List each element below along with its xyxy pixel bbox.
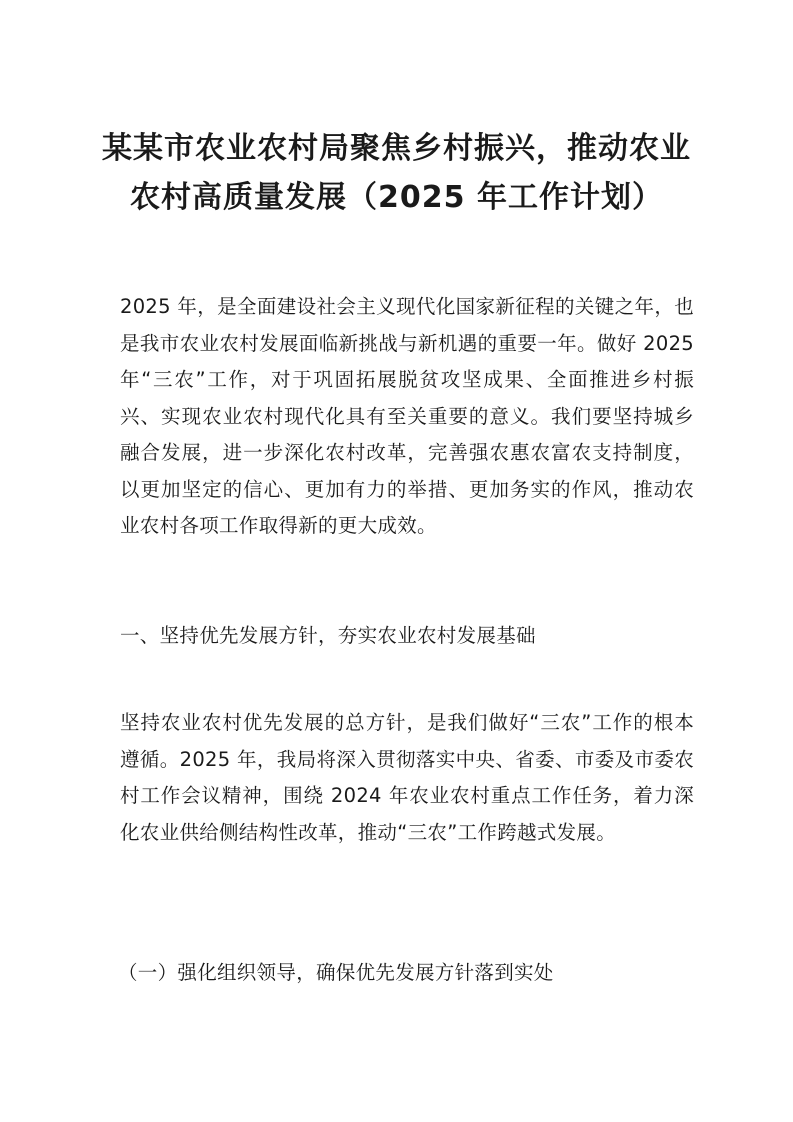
title-line-2: 农村高质量发展（2025 年工作计划） xyxy=(130,180,663,215)
section-paragraph-1: 坚持农业农村优先发展的总方针，是我们做好“三农”工作的根本遵循。2025 年，我局将深入贯彻落实中央、省委、市委及市委农村工作会议精神，围绕 2024 年农业农村重点工作任务，着力深化农业供给侧结构性改革，推动“三农”工作跨越式发展。 xyxy=(120,711,694,844)
title-line-1: 某某市农业农村局聚焦乡村振兴，推动农业 xyxy=(102,131,691,166)
document-title xyxy=(60,124,733,222)
intro-paragraph: 2025 年，是全面建设社会主义现代化国家新征程的关键之年，也是我市农业农村发展面临新挑战与新机遇的重要一年。做好 2025 年“三农”工作，对于巩固拓展脱贫攻坚成果、全面推进乡村振兴、实现农业农村现代化具有至关重要的意义。我们要坚持城乡融合发展，进一步深化农村改革，完善强农惠农富农支持制度，以更加坚定的信心、更加有力的举措、更加务实的作风，推动农业农村各项工作取得新的更大成效。 xyxy=(120,295,694,537)
subsection-heading-1: （一）强化组织领导，确保优先发展方针落到实处 xyxy=(118,961,554,984)
section-heading-1: 一、坚持优先发展方针，夯实农业农村发展基础 xyxy=(120,624,536,647)
